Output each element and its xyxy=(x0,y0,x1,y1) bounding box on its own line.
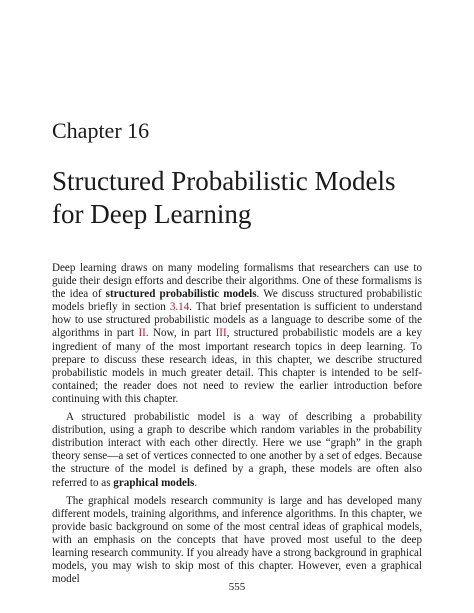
paragraph-text: , structured probabilistic models are a key ingredient of many of the most important research topics in deep learning. To prepare to discuss these research ideas, in this chapter, we describe structured probabilistic models in much greater detail. This chapter is intended to be self-contained; the reader does not need to review the earlier introduction before continuing with this chapter. xyxy=(52,327,422,405)
key-term: graphical models xyxy=(113,476,195,489)
paragraph-text: . We discuss structured probabilistic models briefly in section xyxy=(52,288,423,314)
paragraph-text: A structured probabilistic model is a way of describing a probability distribution, using a graph to describe which random variables in the probability distribution interact with each other directly. Here we use “graph” in the graph theory sense—a set of vertices connected to one another by a set of edges. Because the structure of the model is defined by a graph, these models are often also referred to as xyxy=(52,411,422,489)
paragraph-text: The graphical models research community is large and has developed many different models, training algorithms, and inference algorithms. In this chapter, we provide basic background on some of the most central ideas of graphical models, with an emphasis on the concepts that have proved most useful to the deep learning research community. If you already have a strong background in graphical models, you may wish to skip most of this chapter. However, even a graphical model xyxy=(52,494,422,586)
paragraph-3 xyxy=(52,495,422,587)
paragraph-text: . Now, in part xyxy=(145,327,216,340)
chapter-body xyxy=(52,262,422,591)
key-term: structured probabilistic models xyxy=(105,288,257,301)
paragraph-text: . xyxy=(194,476,198,489)
chapter-label: Chapter 16 xyxy=(52,118,150,143)
cross-reference-link[interactable]: III xyxy=(215,327,227,340)
paragraph-1 xyxy=(52,262,422,406)
paragraph-text: . That brief presentation is sufficient to understand how to use structured probabilistic models as a language to describe some of the algorithms in part xyxy=(52,301,423,340)
paragraph-text: Deep learning draws on many modeling formalisms that researchers can use to guide their design efforts and describe their algorithms. One of these formalisms is the idea of xyxy=(52,262,422,301)
page-number: 555 xyxy=(228,581,246,593)
cross-reference-link[interactable]: 3.14 xyxy=(169,301,190,314)
chapter-title: Structured Probabilistic Models for Deep Learning xyxy=(52,166,396,229)
paragraph-2 xyxy=(52,411,422,490)
cross-reference-link[interactable]: II xyxy=(138,327,146,340)
